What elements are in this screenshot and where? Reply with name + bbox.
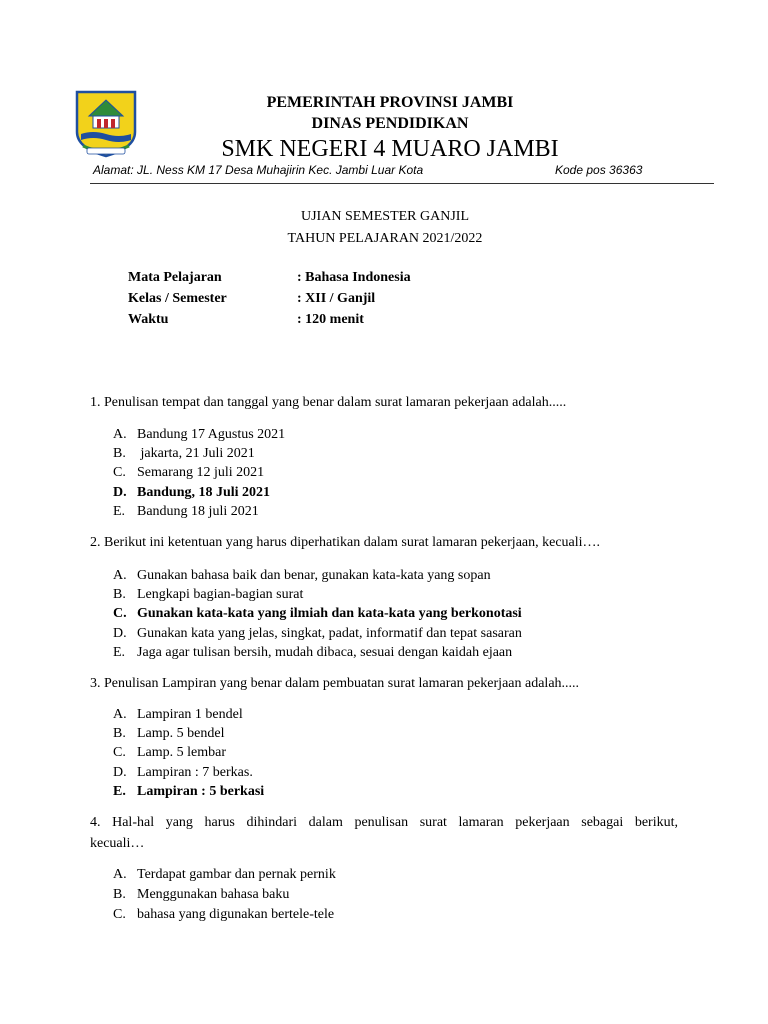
letterhead-divider [90,183,714,184]
q4-option-text: Menggunakan bahasa baku [137,887,290,902]
q1-option-text-answer: Bandung, 18 Juli 2021 [137,485,271,500]
q1-option-letter: E. [113,504,126,519]
info-label-subject: Mata Pelajaran [128,270,222,285]
q3-option-text-answer: Lampiran : 5 berkasi [137,784,265,799]
q3-option-text: Lampiran 1 bendel [137,707,243,722]
q3-option-text: Lampiran : 7 berkas. [137,765,253,780]
exam-year: TAHUN PELAJARAN 2021/2022 [287,231,483,246]
q4-option-letter: A. [113,867,127,882]
q1-option-text: jakarta, 21 Juli 2021 [137,446,255,461]
q2-option-letter-answer: C. [113,606,127,621]
q3-option-letter: B. [113,726,126,741]
q1-option-text: Bandung 18 juli 2021 [137,504,259,519]
school-address: Alamat: JL. Ness KM 17 Desa Muhajirin Kec. Jambi Luar Kota [93,163,424,177]
info-value-time: : 120 menit [297,312,364,327]
q2-option-text: Lengkapi bagian-bagian surat [137,587,304,602]
q4-option-text: Terdapat gambar dan pernak pernik [137,867,336,882]
q4-option-letter: C. [113,907,126,922]
question-4-text-line-1: 4. Hal-hal yang harus dihindari dalam penulisan surat lamaran pekerjaan sebagai berikut, [90,815,678,830]
q4-option-letter: B. [113,887,126,902]
q1-option-letter: A. [113,427,127,442]
q2-option-letter: B. [113,587,126,602]
jambi-province-emblem [73,88,139,160]
q1-option-letter: C. [113,465,126,480]
q1-option-letter-answer: D. [113,485,127,500]
q4-option-text: bahasa yang digunakan bertele-tele [137,907,335,922]
government-heading: PEMERINTAH PROVINSI JAMBI [266,94,514,111]
question-3-text: 3. Penulisan Lampiran yang benar dalam pembuatan surat lamaran pekerjaan adalah..... [90,676,580,691]
q3-option-letter: A. [113,707,127,722]
q2-option-letter: E. [113,645,126,660]
department-heading: DINAS PENDIDIKAN [311,115,469,132]
q2-option-text: Jaga agar tulisan bersih, mudah dibaca, sesuai dengan kaidah ejaan [137,645,513,660]
q3-option-letter: C. [113,745,126,760]
q2-option-text-answer: Gunakan kata-kata yang ilmiah dan kata-kata yang berkonotasi [137,606,522,621]
q3-option-text: Lamp. 5 lembar [137,745,227,760]
q2-option-text: Gunakan bahasa baik dan benar, gunakan kata-kata yang sopan [137,568,491,583]
q3-option-text: Lamp. 5 bendel [137,726,225,741]
info-value-class: : XII / Ganjil [297,291,376,306]
school-name: SMK NEGERI 4 MUARO JAMBI [221,136,559,162]
q3-option-letter: D. [113,765,127,780]
exam-title: UJIAN SEMESTER GANJIL [301,209,469,224]
q1-option-text: Semarang 12 juli 2021 [137,465,265,480]
info-label-time: Waktu [128,312,169,327]
q1-option-letter: B. [113,446,126,461]
q2-option-letter: D. [113,626,127,641]
question-2-text: 2. Berikut ini ketentuan yang harus diperhatikan dalam surat lamaran pekerjaan, kecuali…. [90,535,601,550]
info-value-subject: : Bahasa Indonesia [297,270,411,285]
q2-option-letter: A. [113,568,127,583]
q3-option-letter-answer: E. [113,784,126,799]
question-1-text: 1. Penulisan tempat dan tanggal yang benar dalam surat lamaran pekerjaan adalah..... [90,395,567,410]
q2-option-text: Gunakan kata yang jelas, singkat, padat, informatif dan tepat sasaran [137,626,522,641]
info-label-class: Kelas / Semester [128,291,227,306]
postal-code: Kode pos 36363 [555,163,643,177]
q1-option-text: Bandung 17 Agustus 2021 [137,427,286,442]
question-4-text-line-2: kecuali… [90,836,145,851]
